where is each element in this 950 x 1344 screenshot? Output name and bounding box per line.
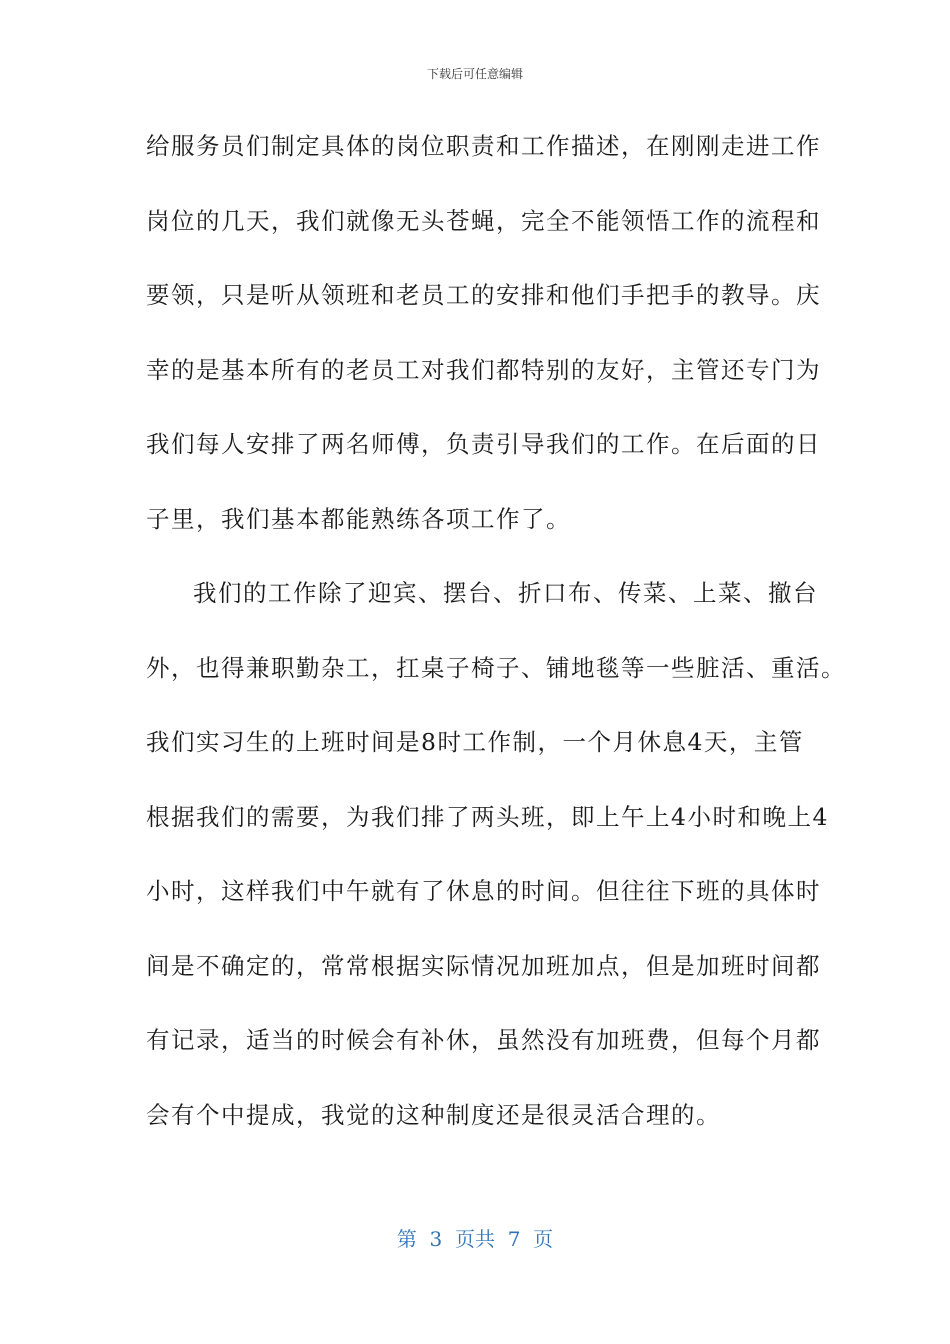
page-number-footer: 第 3 页共 7 页	[396, 1227, 554, 1251]
paragraph-line: 给服务员们制定具体的岗位职责和工作描述，在刚刚走进工作	[146, 132, 821, 160]
paragraph-line: 间是不确定的，常常根据实际情况加班加点，但是加班时间都	[146, 951, 821, 980]
document-body	[146, 124, 846, 1167]
paragraph-line: 我们每人安排了两名师傅，负责引导我们的工作。在后面的日	[146, 430, 821, 458]
paragraph-line: 有记录，适当的时候会有补休，虽然没有加班费，但每个月都	[146, 1026, 821, 1054]
paragraph-line: 外，也得兼职勤杂工，扛桌子椅子、铺地毯等一些脏活、重活。	[146, 653, 846, 682]
paragraph-line: 岗位的几天，我们就像无头苍蝇，完全不能领悟工作的流程和	[146, 206, 821, 235]
paragraph-line: 幸的是基本所有的老员工对我们都特别的友好，主管还专门为	[146, 355, 821, 384]
paragraph-line: 根据我们的需要，为我们排了两头班，即上午上4小时和晚上4	[146, 802, 829, 831]
page-header: 下载后可任意编辑	[426, 67, 523, 81]
paragraph-line: 会有个中提成，我觉的这种制度还是很灵活合理的。	[146, 1100, 721, 1129]
paragraph-line: 要领，只是听从领班和老员工的安排和他们手把手的教导。庆	[146, 281, 821, 309]
paragraph-line: 我们实习生的上班时间是8时工作制，一个月休息4天，主管	[146, 728, 804, 756]
paragraph-line: 小时，这样我们中午就有了休息的时间。但往往下班的具体时	[146, 877, 821, 905]
paragraph-line: 子里，我们基本都能熟练各项工作了。	[146, 504, 571, 533]
paragraph-line: 我们的工作除了迎宾、摆台、折口布、传菜、上菜、撤台	[193, 579, 818, 607]
